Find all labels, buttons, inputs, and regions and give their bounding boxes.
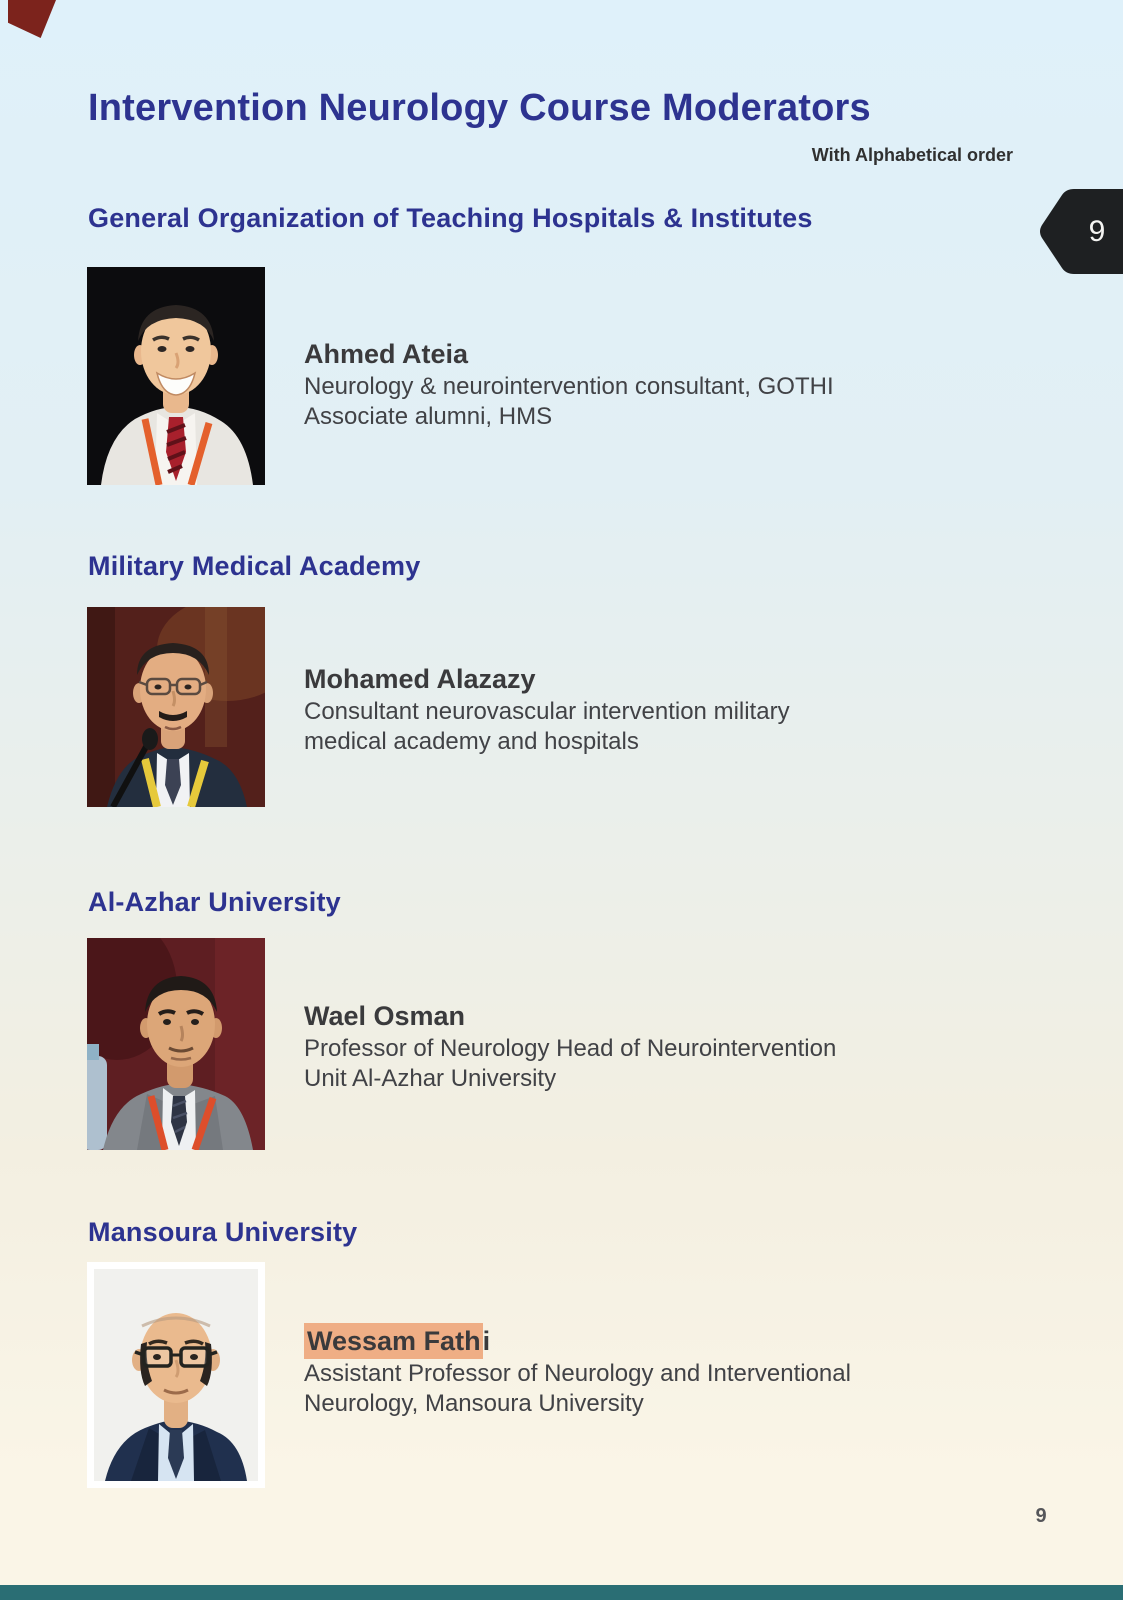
person-info-wessam-fathi	[304, 1323, 851, 1419]
person-name-text: Mohamed Alazazy	[304, 664, 536, 694]
alphabetical-order-note: With Alphabetical order	[811, 145, 1013, 165]
person-name-highlight: Wessam Fath	[304, 1323, 483, 1359]
page-title: Intervention Neurology Course Moderators	[88, 87, 871, 129]
footer-teal-bar	[0, 1585, 1123, 1600]
section-heading-gothi: General Organization of Teaching Hospitals & Institutes	[88, 203, 813, 233]
ahmed-ateia-photo	[87, 267, 265, 485]
person-bio-line: Unit Al-Azhar University	[304, 1065, 557, 1092]
person-bio-line: Professor of Neurology Head of Neurointervention	[304, 1035, 837, 1062]
person-bio-line: Associate alumni, HMS	[304, 403, 553, 430]
footer-page-number: 9	[1035, 1505, 1047, 1527]
section-heading-al-azhar: Al-Azhar University	[88, 887, 341, 917]
corner-ribbon-decoration	[8, 0, 56, 38]
person-info-mohamed-alazazy	[304, 661, 790, 757]
person-bio-line: Assistant Professor of Neurology and Interventional	[304, 1360, 851, 1387]
person-info-wael-osman	[304, 998, 836, 1094]
person-name-text: Wael Osman	[304, 1001, 466, 1031]
person-name-text: Ahmed Ateia	[304, 339, 469, 369]
person-bio-line: Neurology & neurointervention consultant, GOTHI	[304, 373, 834, 400]
person-name-text: i	[482, 1326, 491, 1356]
person-name	[304, 661, 790, 697]
wael-osman-photo	[87, 938, 265, 1150]
section-heading-mansoura: Mansoura University	[88, 1217, 358, 1247]
page-number-badge-value: 9	[1088, 214, 1106, 248]
wessam-fathi-photo	[87, 1262, 265, 1488]
person-name	[304, 998, 836, 1034]
person-name	[304, 1323, 851, 1359]
section-heading-military-medical-academy: Military Medical Academy	[88, 551, 421, 581]
person-name	[304, 336, 834, 372]
page-number-badge	[1037, 189, 1123, 274]
person-bio-line: Neurology, Mansoura University	[304, 1390, 644, 1417]
mohamed-alazazy-photo	[87, 607, 265, 807]
person-bio-line: medical academy and hospitals	[304, 728, 639, 755]
person-bio-line: Consultant neurovascular intervention military	[304, 698, 790, 725]
person-info-ahmed-ateia	[304, 336, 834, 432]
